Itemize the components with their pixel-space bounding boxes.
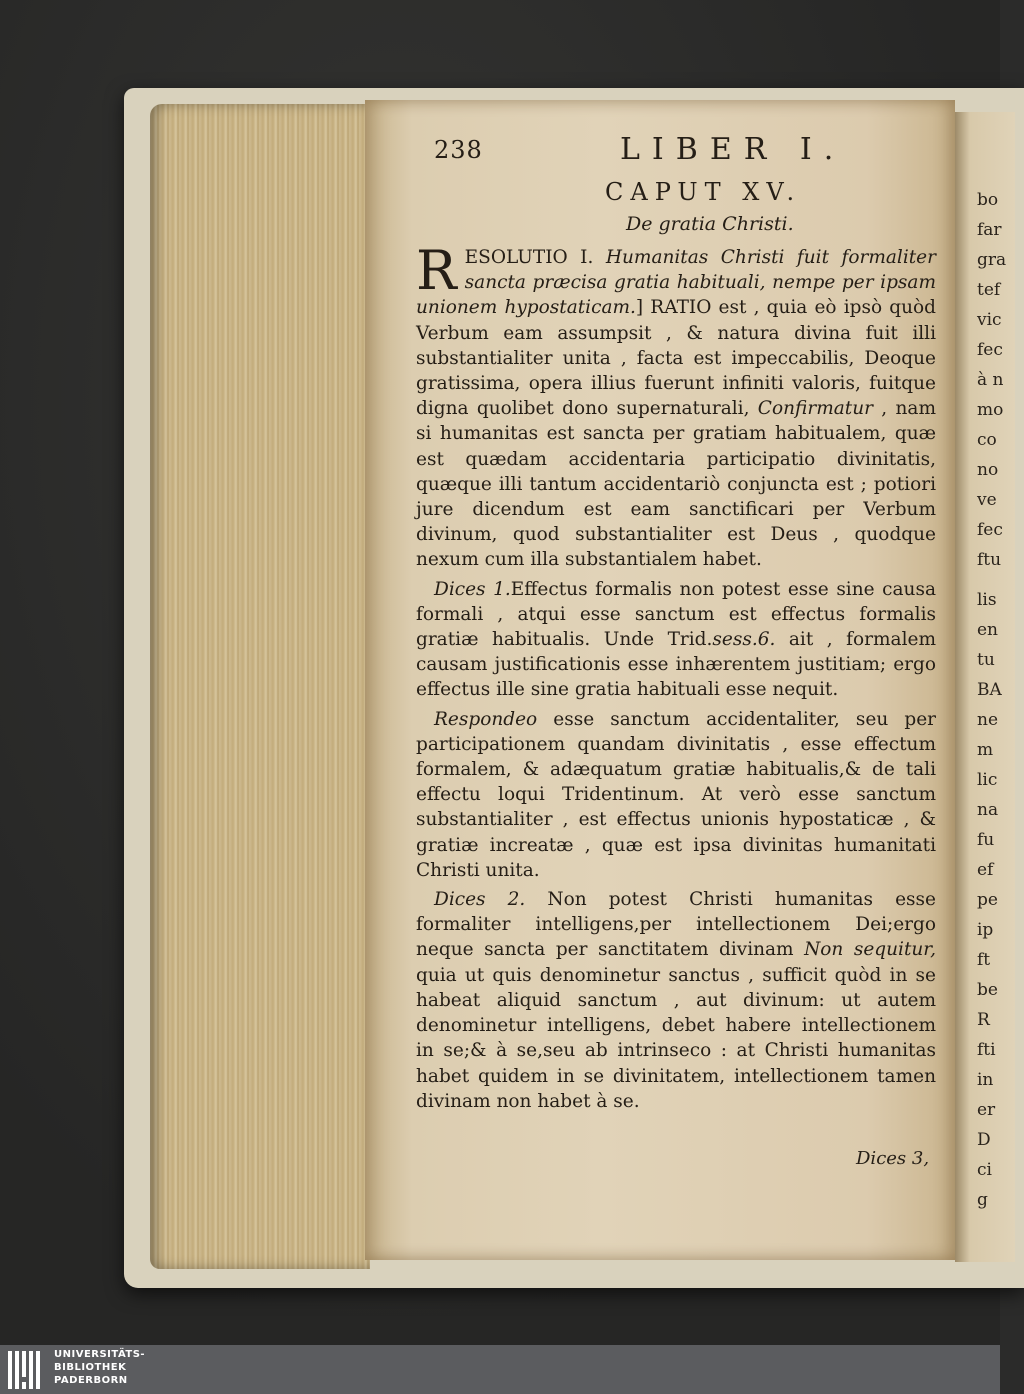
library-name-line-1: UNIVERSITÄTS- [54, 1349, 146, 1360]
text-run: ESOLUTIO I. [464, 247, 606, 268]
drop-cap: R [416, 239, 457, 302]
right-page-text: far [977, 220, 1002, 240]
library-name-line-2: BIBLIOTHEK [54, 1362, 127, 1373]
right-page-text: pe [977, 890, 998, 910]
paragraph [416, 707, 936, 883]
text-run: , nam si humanitas est sancta per gratiam habitualem, quæ est quædam accidentaria participatio divinitatis, quæque illi tantum accidentariò conjuncta est ; potiori jure dicendum est eam sanctificari per Verbum divinum, quod substantialiter est Deus , quodque nexum cum illa substantialem habet. [416, 398, 936, 571]
chapter-title: CAPUT XV. [605, 178, 802, 206]
body-text [416, 239, 937, 1118]
text-run: quia ut quis denominetur sanctus , sufficit quòd in se habeat aliquid sanctum , aut divinum: ut autem denominetur intelligens, debet habere intellectionem in se;& à se,seu ab intrinseco : at Christi humanitas habet quidem in se divinitatem, intellectionem tamen divinam non habet à se. [416, 964, 936, 1112]
right-page-text: na [977, 800, 999, 820]
right-page-text: D [977, 1130, 991, 1150]
page-number: 238 [434, 136, 483, 164]
right-page-text: in [977, 1070, 994, 1090]
text-run: Effectus formalis non potest esse sine causa formali , atqui esse sanctum est effectus formalis gratiæ habitualis. Unde Trid. [416, 578, 936, 651]
right-page-text: BA [977, 680, 1002, 700]
paragraph [416, 887, 936, 1114]
italic-text: sess.6. [712, 629, 776, 651]
right-page-text: m [977, 740, 994, 760]
italic-text: Humanitas Christi fuit formaliter sancta præcisa gratia habituali, nempe per ipsam unionem hypostaticam. [416, 247, 936, 319]
right-page-text: co [977, 430, 997, 450]
text-run: ] RATIO est , quia eò ipsò quòd Verbum eam assumpsit , & natura divina fuit illi substantialiter unita , facta est impeccabilis, Deoque gratissima, opera illius fuerunt infiniti valoris, fuitque digna quolibet dono supernaturali, [416, 297, 936, 420]
text-run: esse sanctum accidentaliter, seu per participationem quandam divinitatis , esse effectum formalem, & adæquatum gratiæ habitualis,& de tali effectu loqui Tridentinum. At verò esse sanctum substantialiter , est effectus unionis hypostaticæ , & gratiæ increatæ , quæ est ipsa divinitas humanitati Christi unita. [416, 708, 936, 881]
library-name [54, 1348, 145, 1387]
italic-text: Dices 1. [434, 578, 511, 600]
right-page-text: lis [977, 590, 997, 610]
page-edges [150, 104, 370, 1269]
italic-text: Respondeo [434, 708, 538, 730]
right-page-text: à n [977, 370, 1004, 390]
right-page-text: mo [977, 400, 1004, 420]
right-page-text: ne [977, 710, 999, 730]
right-page-text: ft [977, 950, 991, 970]
running-header [420, 132, 930, 172]
right-page-text: tu [977, 650, 995, 670]
right-page-text: fec [977, 520, 1003, 540]
library-name-line-3: PADERBORN [54, 1375, 128, 1386]
right-page-text: ftu [977, 550, 1002, 570]
right-page-text: gra [977, 250, 1007, 270]
text-run: ait , formalem causam justificationis esse inhærentem justitiam; ergo effectus ille sine gratia habituali esse nequit. [416, 629, 936, 701]
library-logo-icon [8, 1351, 48, 1389]
paragraph [416, 577, 936, 703]
right-page-text: lic [977, 770, 998, 790]
book-title: LIBER I. [620, 132, 846, 167]
right-page-text: en [977, 620, 999, 640]
text-run: Non potest Christi humanitas esse formaliter intelligens,per intellectionem Dei;ergo neque sancta per sanctitatem divinam [416, 889, 936, 961]
right-page-fragment [955, 112, 1015, 1262]
right-page-text: R [977, 1010, 990, 1030]
right-page-text: g [977, 1190, 988, 1210]
right-page-text: ci [977, 1160, 992, 1180]
italic-text: Non sequitur, [804, 939, 937, 961]
right-page-text: fec [977, 340, 1003, 360]
right-page-text: ef [977, 860, 994, 880]
italic-text: Dices 2. [434, 889, 526, 911]
catchword: Dices 3, [856, 1148, 930, 1169]
right-page-text: vic [977, 310, 1002, 330]
paragraph [416, 239, 936, 573]
section-title: De gratia Christi. [626, 213, 794, 235]
right-page-text: ip [977, 920, 994, 940]
right-page-text: bo [977, 190, 999, 210]
right-page-text: er [977, 1100, 996, 1120]
right-page-text: no [977, 460, 999, 480]
right-page-text: tef [977, 280, 1001, 300]
italic-text: Confirmatur [757, 398, 873, 420]
right-page-text: ve [977, 490, 997, 510]
library-footer [0, 1345, 1000, 1394]
right-page-text: fti [977, 1040, 996, 1060]
right-page-text: fu [977, 830, 995, 850]
right-page-text: be [977, 980, 998, 1000]
